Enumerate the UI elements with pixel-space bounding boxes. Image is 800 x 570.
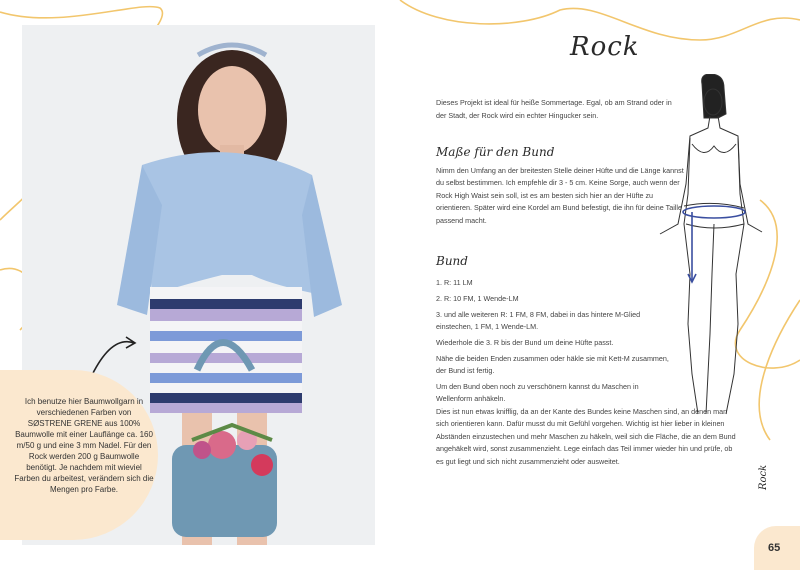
- waistband-row-1: 1. R: 11 LM: [436, 278, 473, 287]
- measurements-paragraph: Nimm den Umfang an der breitesten Stelle deiner Hüfte und die Länge kannst du selbst bestimmen. Ich empfehle dir 3 - 5 cm. Keine Sorge, auch wenn der Rock High Waist sein soll, ist es am besten sich hier an der Hüfte zu orientieren. Später wird eine Kordel am Bund befestigt, die ihn für deine Taille passend macht.: [436, 166, 684, 225]
- intro-text: Dieses Projekt ist ideal für heiße Sommertage. Egal, ob am Strand oder in der Stadt, der Rock wird ein echter Hingucker sein.: [436, 98, 672, 120]
- waistband-decorate: Um den Bund oben noch zu verschönern kannst du Maschen in Wellenform anhäkeln.: [436, 382, 639, 404]
- waistband-repeat: Wiederhole die 3. R bis der Bund um deine Hüfte passt.: [436, 338, 614, 347]
- section-heading-waistband: Bund: [436, 254, 468, 268]
- waistband-tips: Dies ist nun etwas knifflig, da an der Kante des Bundes keine Maschen sind, an denen man sich orientieren kann. Dafür musst du mit Gefühl vorgehen. Wichtig ist hier lieber in kleinen Abständen einzustechen und mehr Maschen zu häkeln, weil sich die Fläche, die an dem Bund angehäkelt wird, sonst zusammenzieht. Lege einfach das Teil immer wieder hin und prüfe, ob es gut liegt und sich nicht zusammenzieht oder ausweitet.: [436, 407, 736, 466]
- page-number: 65: [768, 542, 781, 554]
- material-note: Ich benutze hier Baumwollgarn in verschiedenen Farben von SØSTRENE GRENE aus 100% Baumwolle mit einer Lauflänge ca. 160 m/50 g und eine 3 mm Nadel. Für den Rock werden 200 g Baumwolle benötigt. Je nachdem mit wieviel Farben du arbeitest, verändern sich die Mengen pro Farbe.: [14, 397, 154, 494]
- body-measurement-figure: [640, 74, 780, 434]
- page-title: Rock: [570, 32, 640, 62]
- waistband-row-3: 3. und alle weiteren R: 1 FM, 8 FM, dabei in das hintere M-Glied einstechen, 1 FM, 1 Wende-LM.: [436, 310, 641, 332]
- waistband-row-2: 2. R: 10 FM, 1 Wende-LM: [436, 294, 519, 303]
- waistband-join: Nähe die beiden Enden zusammen oder häkle sie mit Kett-M zusammen, der Bund ist fertig.: [436, 354, 669, 376]
- side-label: Rock: [758, 464, 769, 490]
- striped-skirt: [150, 287, 302, 413]
- section-heading-measurements: Maße für den Bund: [436, 145, 555, 159]
- page-number-tab: [754, 526, 800, 570]
